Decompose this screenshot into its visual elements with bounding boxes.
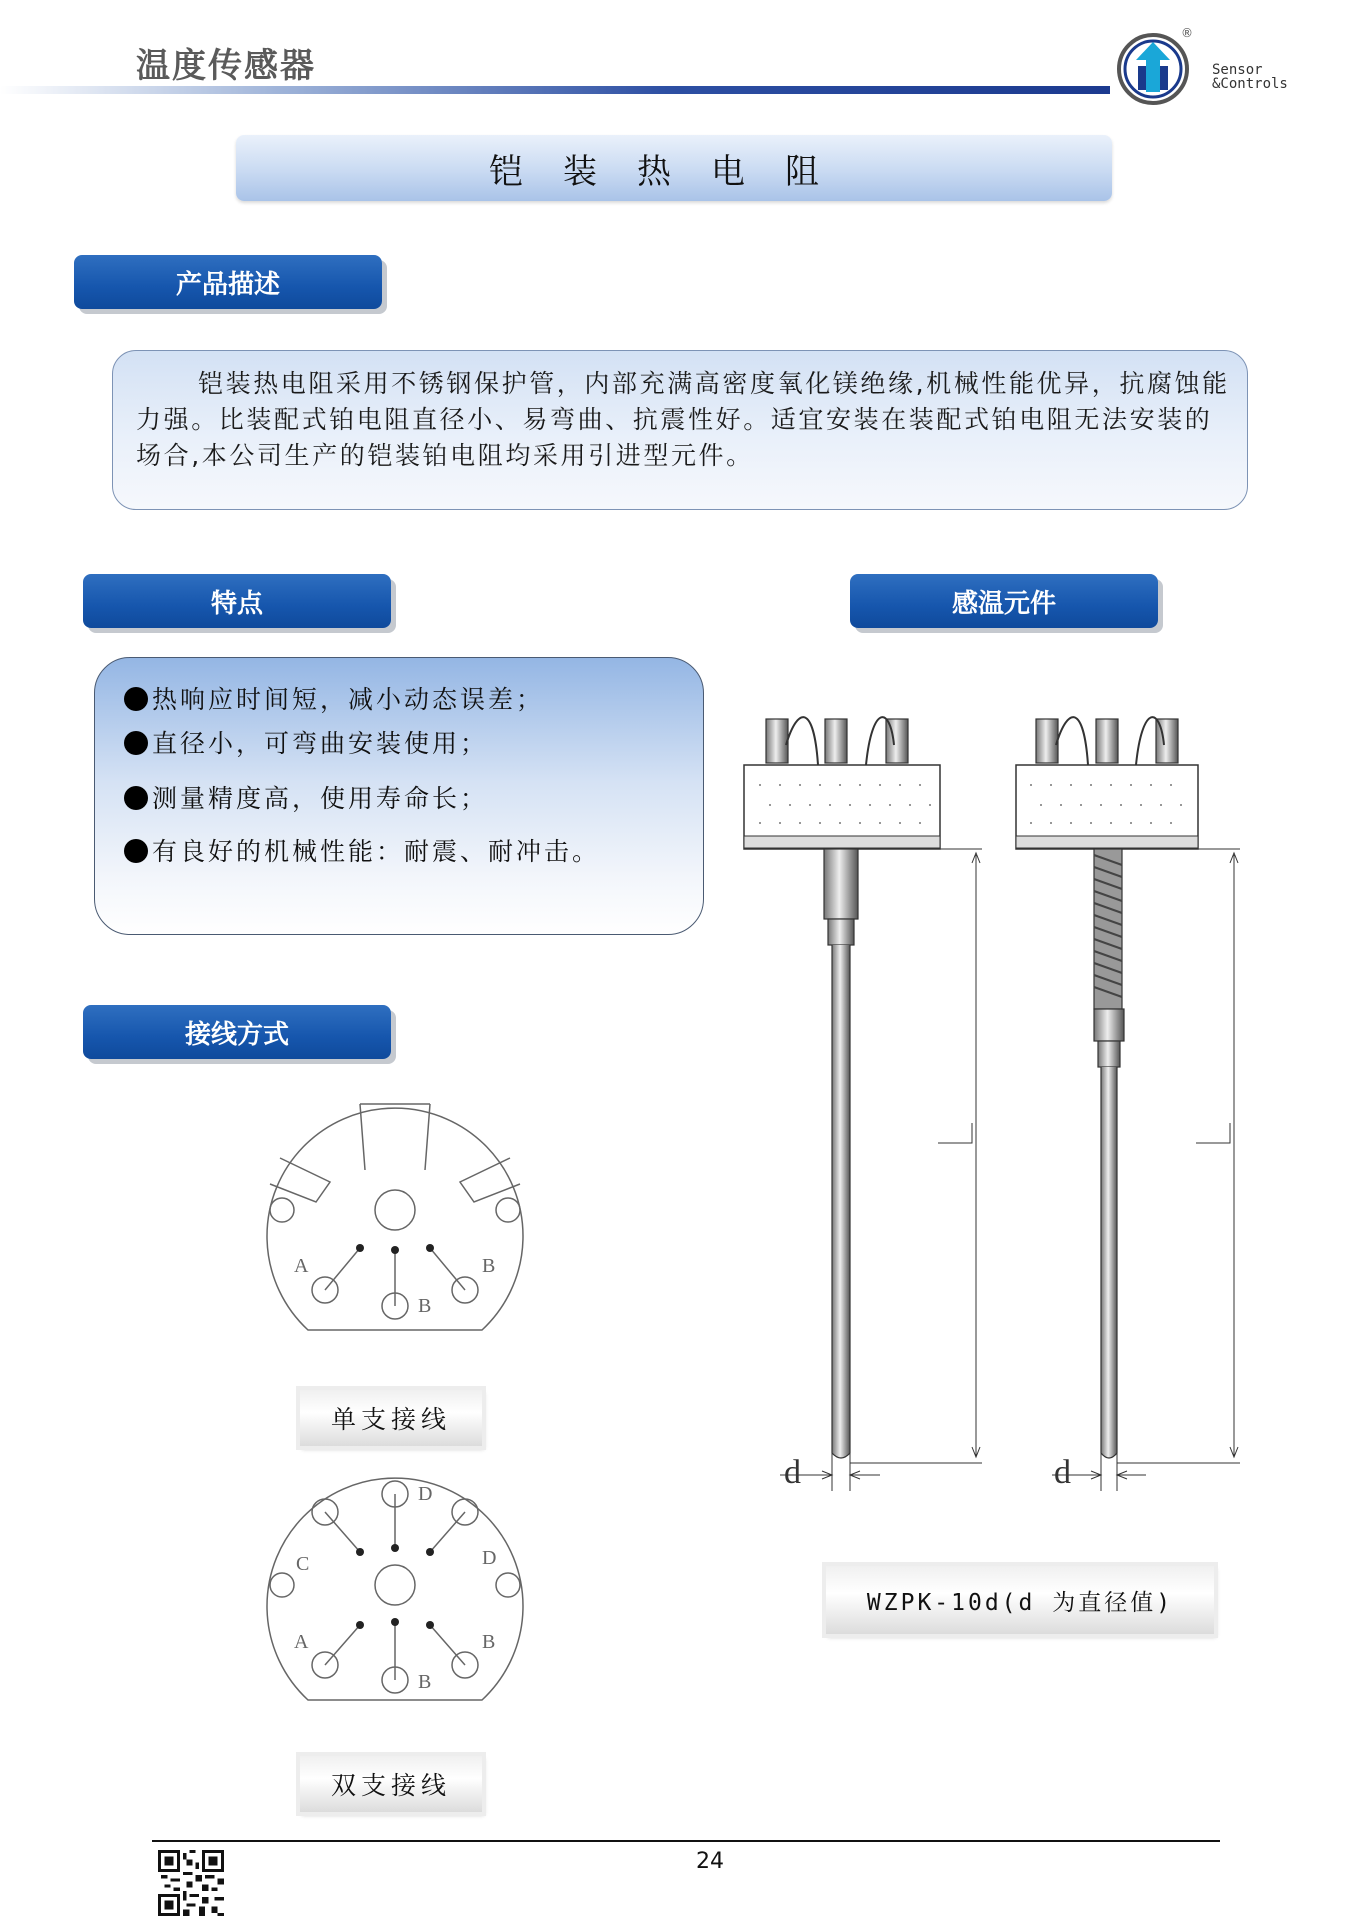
- bullet-icon: [124, 786, 148, 810]
- section-element-heading: 感温元件: [850, 574, 1158, 628]
- single-wiring-label: 单支接线: [300, 1390, 482, 1446]
- qr-code-icon: [158, 1850, 224, 1916]
- terminal-label: B: [418, 1295, 432, 1317]
- terminal-label: A: [294, 1631, 309, 1653]
- dimension-label: d: [1054, 1454, 1071, 1491]
- terminal-label: B: [482, 1255, 496, 1277]
- bullet-icon: [124, 839, 148, 863]
- terminal-label: A: [294, 1255, 309, 1277]
- bullet-icon: [124, 731, 148, 755]
- feature-item: 热响应时间短，减小动态误差；: [124, 680, 544, 716]
- section-description-heading: 产品描述: [74, 255, 382, 309]
- terminal-label: D: [482, 1547, 497, 1569]
- header-title: 温度传感器: [136, 46, 316, 86]
- sensor-element-drawing: [740, 705, 1280, 1515]
- description-text: [136, 366, 1232, 474]
- section-wiring-heading: 接线方式: [83, 1005, 391, 1059]
- model-label: WZPK-10d(d 为直径值): [826, 1566, 1214, 1634]
- terminal-label: B: [418, 1671, 432, 1693]
- feature-item: 测量精度高，使用寿命长；: [124, 779, 488, 815]
- main-title: 铠装热电阻: [236, 135, 1112, 201]
- header-rule: [0, 86, 1110, 94]
- logo-text-line2: &Controls: [1212, 76, 1288, 92]
- footer-rule: [152, 1840, 1220, 1842]
- terminal-label: D: [418, 1483, 433, 1505]
- logo-text-line1: Sensor: [1212, 62, 1263, 78]
- double-wiring-diagram: [260, 1460, 530, 1710]
- feature-item: 直径小，可弯曲安装使用；: [124, 724, 488, 760]
- section-features-heading: 特点: [83, 574, 391, 628]
- bullet-icon: [124, 687, 148, 711]
- dimension-label: d: [784, 1454, 801, 1491]
- feature-item: 有良好的机械性能：耐震、耐冲击。: [124, 832, 600, 868]
- single-wiring-diagram: [260, 1090, 530, 1340]
- terminal-label: C: [296, 1553, 310, 1575]
- double-wiring-label: 双支接线: [300, 1756, 482, 1812]
- registered-mark: ®: [1181, 26, 1193, 40]
- threaded-sensor: [1016, 717, 1240, 1491]
- logo-text: [1212, 63, 1288, 91]
- page-number: 24: [696, 1849, 724, 1874]
- terminal-label: B: [482, 1631, 496, 1653]
- straight-sensor: [744, 717, 982, 1491]
- description-paragraph: 铠装热电阻采用不锈钢保护管，内部充满高密度氧化镁绝缘,机械性能优异，抗腐蚀能力强。比装配式铂电阻直径小、易弯曲、抗震性好。适宜安装在装配式铂电阻无法安装的场合,本公司生产的铠装铂电阻均采用引进型元件。: [136, 369, 1230, 470]
